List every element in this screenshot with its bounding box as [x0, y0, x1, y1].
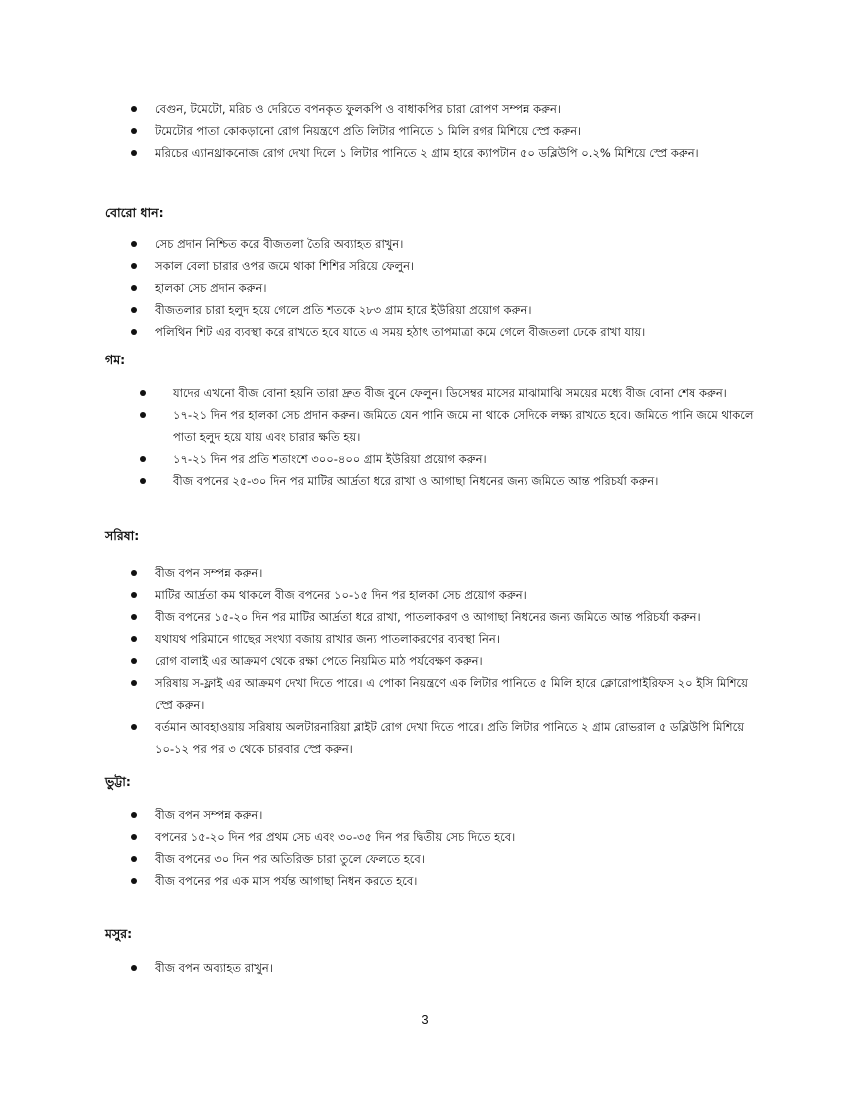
page-number: 3: [421, 1012, 429, 1027]
section-heading-mustard: সরিষা:: [105, 528, 140, 543]
vegetable-tips-list: [0, 98, 850, 164]
list-item: বীজ বপনের ১৫-২০ দিন পর মাটির আর্দ্রতা ধরে রাখা, পাতলাকরণ ও আগাছা নিধনের জন্য জমিতে আন্ত পরিচর্যা করুন।: [0, 606, 850, 628]
bullet-icon: [140, 390, 146, 396]
bullet-icon: [131, 150, 137, 156]
bullet-icon: [131, 658, 137, 664]
bullet-icon: [140, 478, 146, 484]
bullet-icon: [131, 614, 137, 620]
lentil-list: [0, 957, 850, 979]
list-item: ১৭-২১ দিন পর হালকা সেচ প্রদান করুন। জমিতে যেন পানি জমে না থাকে সেদিকে লক্ষ্য রাখতে হবে। জমিতে পানি জমে থাকলে পাতা হলুদ হয়ে যায় এবং চারার ক্ষতি হয়।: [0, 404, 850, 448]
bullet-icon: [140, 456, 146, 462]
list-item: সরিষায় স-ফ্লাই এর আক্রমণ দেখা দিতে পারে। এ পোকা নিয়ন্ত্রণে এক লিটার পানিতে ৫ মিলি হারে ক্লোরোপাইরিফস ২০ ইসি মিশিয়ে স্প্রে করুন।: [0, 672, 850, 716]
bullet-icon: [131, 285, 137, 291]
bullet-icon: [131, 241, 137, 247]
list-item: টমেটোর পাতা কোকড়ানো রোগ নিয়ন্ত্রণে প্রতি লিটার পানিতে ১ মিলি রগর মিশিয়ে স্প্রে করুন।: [0, 120, 850, 142]
section-heading-lentil: মসুর:: [105, 926, 133, 941]
list-item: পলিথিন শিট এর ব্যবস্থা করে রাখতে হবে যাতে এ সময় হঠাৎ তাপমাত্রা কমে গেলে বীজতলা ঢেকে রাখা যায়।: [0, 321, 850, 343]
list-item: বীজ বপন সম্পন্ন করুন।: [0, 804, 850, 826]
list-item: বেগুন, টমেটো, মরিচ ও দেরিতে বপনকৃত ফুলকপি ও বাধাকপির চারা রোপণ সম্পন্ন করুন।: [0, 98, 850, 120]
list-item: সেচ প্রদান নিশ্চিত করে বীজতলা তৈরি অব্যাহত রাখুন।: [0, 233, 850, 255]
section-heading-wheat: গম:: [105, 352, 126, 367]
bullet-icon: [131, 724, 137, 730]
list-item: বীজ বপন অব্যাহত রাখুন।: [0, 957, 850, 979]
list-item: যথাযথ পরিমানে গাছের সংখ্যা বজায় রাখার জন্য পাতলাকরণের ব্যবস্থা নিন।: [0, 628, 850, 650]
wheat-list: [0, 382, 850, 492]
bullet-icon: [131, 965, 137, 971]
bullet-icon: [131, 128, 137, 134]
bullet-icon: [131, 329, 137, 335]
list-item: বপনের ১৫-২০ দিন পর প্রথম সেচ এবং ৩০-৩৫ দিন পর দ্বিতীয় সেচ দিতে হবে।: [0, 826, 850, 848]
list-item: মরিচের এ্যানথ্রাকনোজ রোগ দেখা দিলে ১ লিটার পানিতে ২ গ্রাম হারে ক্যাপটান ৫০ ডব্লিউপি ০.২% মিশিয়ে স্প্রে করুন।: [0, 142, 850, 164]
bullet-icon: [131, 856, 137, 862]
bullet-icon: [131, 812, 137, 818]
list-item: বর্তমান আবহাওয়ায় সরিষায় অলটারনারিয়া ব্লাইট রোগ দেখা দিতে পারে। প্রতি লিটার পানিতে ২ গ্রাম রোভরাল ৫ ডব্লিউপি মিশিয়ে ১০-১২ পর পর ৩ থেকে চারবার স্প্রে করুন।: [0, 716, 850, 760]
bullet-icon: [131, 878, 137, 884]
list-item: বীজ বপনের ২৫-৩০ দিন পর মাটির আর্দ্রতা ধরে রাখা ও আগাছা নিধনের জন্য জমিতে আন্ত পরিচর্যা করুন।: [0, 470, 850, 492]
bullet-icon: [131, 570, 137, 576]
maize-list: [0, 804, 850, 892]
section-heading-maize: ভুট্টা:: [105, 774, 131, 789]
list-item: ১৭-২১ দিন পর প্রতি শতাংশে ৩০০-৪০০ গ্রাম ইউরিয়া প্রয়োগ করুন।: [0, 448, 850, 470]
bullet-icon: [131, 834, 137, 840]
mustard-list: [0, 562, 850, 760]
bullet-icon: [131, 106, 137, 112]
bullet-icon: [131, 307, 137, 313]
list-item: রোগ বালাই এর আক্রমণ থেকে রক্ষা পেতে নিয়মিত মাঠ পর্যবেক্ষণ করুন।: [0, 650, 850, 672]
list-item: সকাল বেলা চারার ওপর জমে থাকা শিশির সরিয়ে ফেলুন।: [0, 255, 850, 277]
list-item: যাদের এখনো বীজ বোনা হয়নি তারা দ্রুত বীজ বুনে ফেলুন। ডিসেম্বর মাসের মাঝামাঝি সময়ের মধ্যে বীজ বোনা শেষ করুন।: [0, 382, 850, 404]
bullet-icon: [131, 592, 137, 598]
bullet-icon: [131, 680, 137, 686]
list-item: বীজ বপনের ৩০ দিন পর অতিরিক্ত চারা তুলে ফেলতে হবে।: [0, 848, 850, 870]
bullet-icon: [131, 636, 137, 642]
bullet-icon: [131, 263, 137, 269]
boro-rice-list: [0, 233, 850, 343]
list-item: মাটির আর্দ্রতা কম থাকলে বীজ বপনের ১০-১৫ দিন পর হালকা সেচ প্রয়োগ করুন।: [0, 584, 850, 606]
bullet-icon: [140, 412, 146, 418]
section-heading-boro-rice: বোরো ধান:: [105, 205, 164, 220]
list-item: বীজ বপনের পর এক মাস পর্যন্ত আগাছা নিধন করতে হবে।: [0, 870, 850, 892]
list-item: বীজতলার চারা হলুদ হয়ে গেলে প্রতি শতকে ২৮৩ গ্রাম হারে ইউরিয়া প্রয়োগ করুন।: [0, 299, 850, 321]
list-item: হালকা সেচ প্রদান করুন।: [0, 277, 850, 299]
list-item: বীজ বপন সম্পন্ন করুন।: [0, 562, 850, 584]
